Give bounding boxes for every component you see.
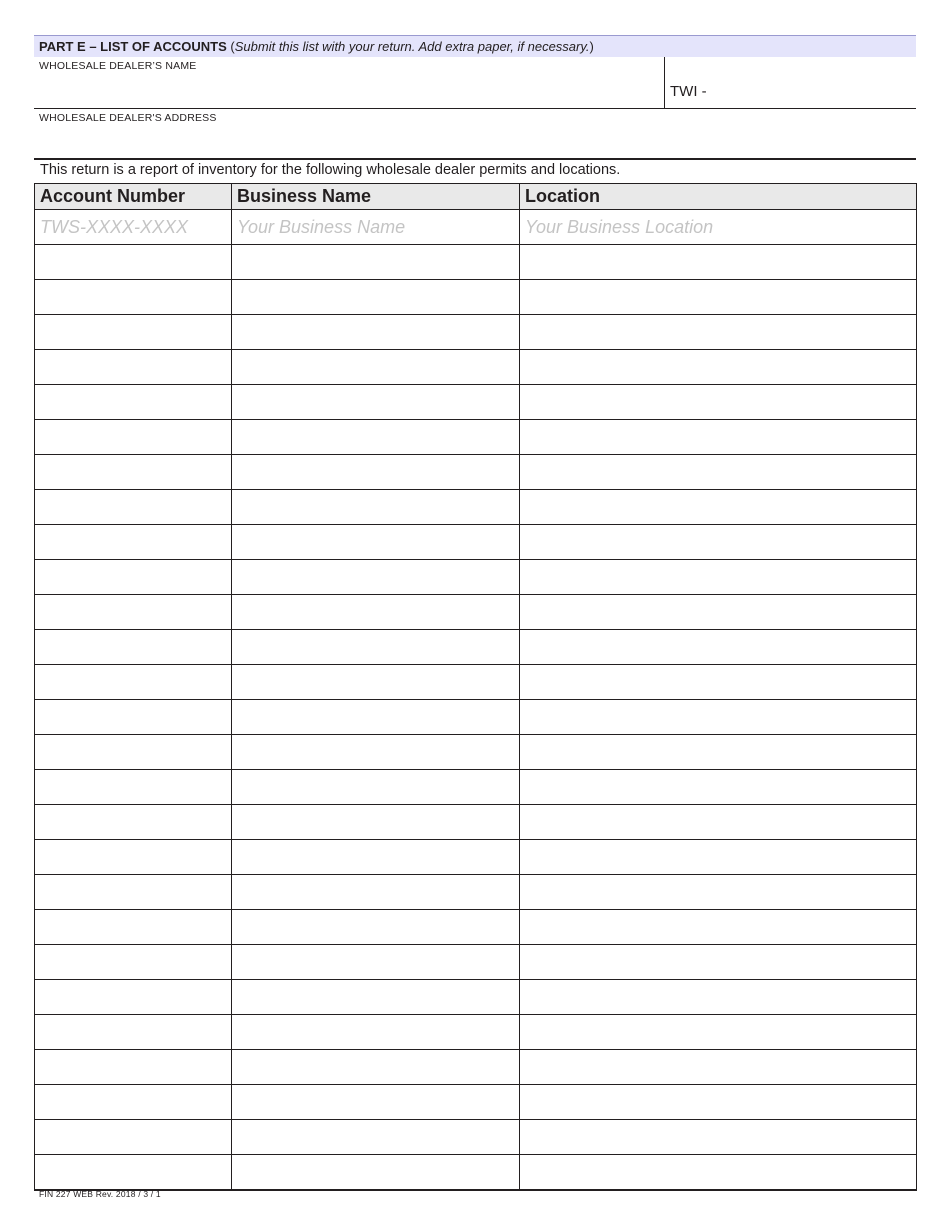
account-number-input[interactable] (35, 735, 232, 770)
business-name-input[interactable] (232, 315, 520, 350)
table-row (35, 875, 917, 910)
table-row (35, 630, 917, 665)
account-number-input[interactable] (35, 910, 232, 945)
twi-label: TWI - (670, 83, 707, 100)
table-row (35, 455, 917, 490)
business-location-input[interactable] (520, 1085, 917, 1120)
business-location-input[interactable] (520, 700, 917, 735)
table-row (35, 840, 917, 875)
accounts-table (34, 183, 917, 1191)
dealer-name-label: WHOLESALE DEALER’S NAME (39, 60, 197, 72)
account-number-input[interactable] (35, 350, 232, 385)
table-row (35, 280, 917, 315)
business-name-input[interactable] (232, 700, 520, 735)
business-name-input[interactable] (232, 805, 520, 840)
business-name-input[interactable] (232, 280, 520, 315)
business-location-input[interactable] (520, 490, 917, 525)
part-e-title: PART E – LIST OF ACCOUNTS (39, 39, 227, 54)
account-number-input[interactable] (35, 245, 232, 280)
account-number-input[interactable] (35, 1050, 232, 1085)
part-e-header (34, 35, 916, 57)
business-name-input[interactable] (232, 1120, 520, 1155)
account-number-input[interactable] (35, 1085, 232, 1120)
business-name-input[interactable] (232, 1155, 520, 1191)
business-location-input[interactable] (520, 630, 917, 665)
account-number-input[interactable] (35, 1155, 232, 1191)
table-row (35, 490, 917, 525)
table-row (35, 560, 917, 595)
account-number-input[interactable] (35, 455, 232, 490)
table-row (35, 665, 917, 700)
business-name-input[interactable] (232, 1050, 520, 1085)
business-location-input[interactable] (520, 770, 917, 805)
account-number-input[interactable] (35, 525, 232, 560)
table-row (35, 420, 917, 455)
business-name-input[interactable] (232, 735, 520, 770)
account-number-input[interactable] (35, 1120, 232, 1155)
business-location-input[interactable] (520, 840, 917, 875)
table-row (35, 1155, 917, 1191)
business-location-input[interactable] (520, 1050, 917, 1085)
business-location-input[interactable] (520, 875, 917, 910)
part-e-close-paren: ) (589, 39, 594, 54)
account-number-input[interactable] (35, 840, 232, 875)
business-name-input[interactable] (232, 665, 520, 700)
business-location-input[interactable] (520, 910, 917, 945)
business-name-input[interactable] (232, 525, 520, 560)
dealer-name-row (34, 57, 916, 109)
table-row (35, 245, 917, 280)
dealer-address-field[interactable] (34, 109, 916, 160)
business-location-input[interactable] (520, 385, 917, 420)
business-name-input[interactable] (232, 1085, 520, 1120)
table-row (35, 210, 917, 245)
account-number-input[interactable] (35, 770, 232, 805)
column-header-account-number: Account Number (35, 184, 232, 210)
business-name-input[interactable] (232, 595, 520, 630)
account-number-input[interactable] (35, 1015, 232, 1050)
business-location-input[interactable] (520, 280, 917, 315)
business-name-input[interactable] (232, 560, 520, 595)
table-row (35, 1085, 917, 1120)
form-footer: FIN 227 WEB Rev. 2018 / 3 / 1 (39, 1189, 161, 1199)
part-e-form (34, 35, 916, 1191)
column-header-business-name: Business Name (232, 184, 520, 210)
business-name-input[interactable] (232, 910, 520, 945)
table-row (35, 700, 917, 735)
account-number-input[interactable] (35, 315, 232, 350)
account-number-input[interactable] (35, 630, 232, 665)
table-row (35, 525, 917, 560)
part-e-open-paren: ( (226, 39, 235, 54)
business-name-input[interactable] (232, 385, 520, 420)
account-number-input[interactable] (35, 945, 232, 980)
business-location-input[interactable]: Your Business Location (520, 210, 917, 245)
table-row (35, 735, 917, 770)
business-location-input[interactable] (520, 595, 917, 630)
business-name-input[interactable] (232, 350, 520, 385)
business-name-input[interactable] (232, 1015, 520, 1050)
account-number-input[interactable] (35, 280, 232, 315)
table-row (35, 350, 917, 385)
business-name-input[interactable]: Your Business Name (232, 210, 520, 245)
column-header-location: Location (520, 184, 917, 210)
account-number-input[interactable] (35, 385, 232, 420)
business-location-input[interactable] (520, 1120, 917, 1155)
table-row (35, 910, 917, 945)
table-row (35, 980, 917, 1015)
table-row (35, 315, 917, 350)
table-row (35, 1050, 917, 1085)
account-number-input[interactable]: TWS-XXXX-XXXX (35, 210, 232, 245)
account-number-input[interactable] (35, 805, 232, 840)
twi-number-field[interactable] (664, 57, 916, 108)
business-location-input[interactable] (520, 455, 917, 490)
business-location-input[interactable] (520, 525, 917, 560)
account-number-input[interactable] (35, 420, 232, 455)
account-number-input[interactable] (35, 875, 232, 910)
business-name-input[interactable] (232, 455, 520, 490)
account-number-input[interactable] (35, 980, 232, 1015)
account-number-input[interactable] (35, 700, 232, 735)
dealer-name-field[interactable] (34, 57, 664, 108)
table-row (35, 805, 917, 840)
business-name-input[interactable] (232, 630, 520, 665)
account-number-input[interactable] (35, 490, 232, 525)
table-row (35, 945, 917, 980)
business-location-input[interactable] (520, 665, 917, 700)
table-header-row (35, 184, 917, 210)
business-location-input[interactable] (520, 245, 917, 280)
business-name-input[interactable] (232, 245, 520, 280)
account-number-input[interactable] (35, 665, 232, 700)
business-location-input[interactable] (520, 805, 917, 840)
table-row (35, 385, 917, 420)
account-number-input[interactable] (35, 595, 232, 630)
business-name-input[interactable] (232, 770, 520, 805)
dealer-address-label: WHOLESALE DEALER'S ADDRESS (39, 112, 217, 124)
business-name-input[interactable] (232, 945, 520, 980)
business-location-input[interactable] (520, 315, 917, 350)
table-row (35, 1120, 917, 1155)
business-location-input[interactable] (520, 980, 917, 1015)
business-location-input[interactable] (520, 735, 917, 770)
intro-text: This return is a report of inventory for the following wholesale dealer permits and locations. (40, 162, 621, 178)
business-name-input[interactable] (232, 980, 520, 1015)
part-e-instruction: Submit this list with your return. Add extra paper, if necessary. (234, 39, 590, 54)
business-location-input[interactable] (520, 945, 917, 980)
business-name-input[interactable] (232, 490, 520, 525)
business-name-input[interactable] (232, 840, 520, 875)
business-location-input[interactable] (520, 350, 917, 385)
business-location-input[interactable] (520, 1155, 917, 1191)
business-name-input[interactable] (232, 875, 520, 910)
table-row (35, 770, 917, 805)
business-location-input[interactable] (520, 420, 917, 455)
business-location-input[interactable] (520, 560, 917, 595)
business-location-input[interactable] (520, 1015, 917, 1050)
business-name-input[interactable] (232, 420, 520, 455)
account-number-input[interactable] (35, 560, 232, 595)
table-row (35, 595, 917, 630)
table-row (35, 1015, 917, 1050)
